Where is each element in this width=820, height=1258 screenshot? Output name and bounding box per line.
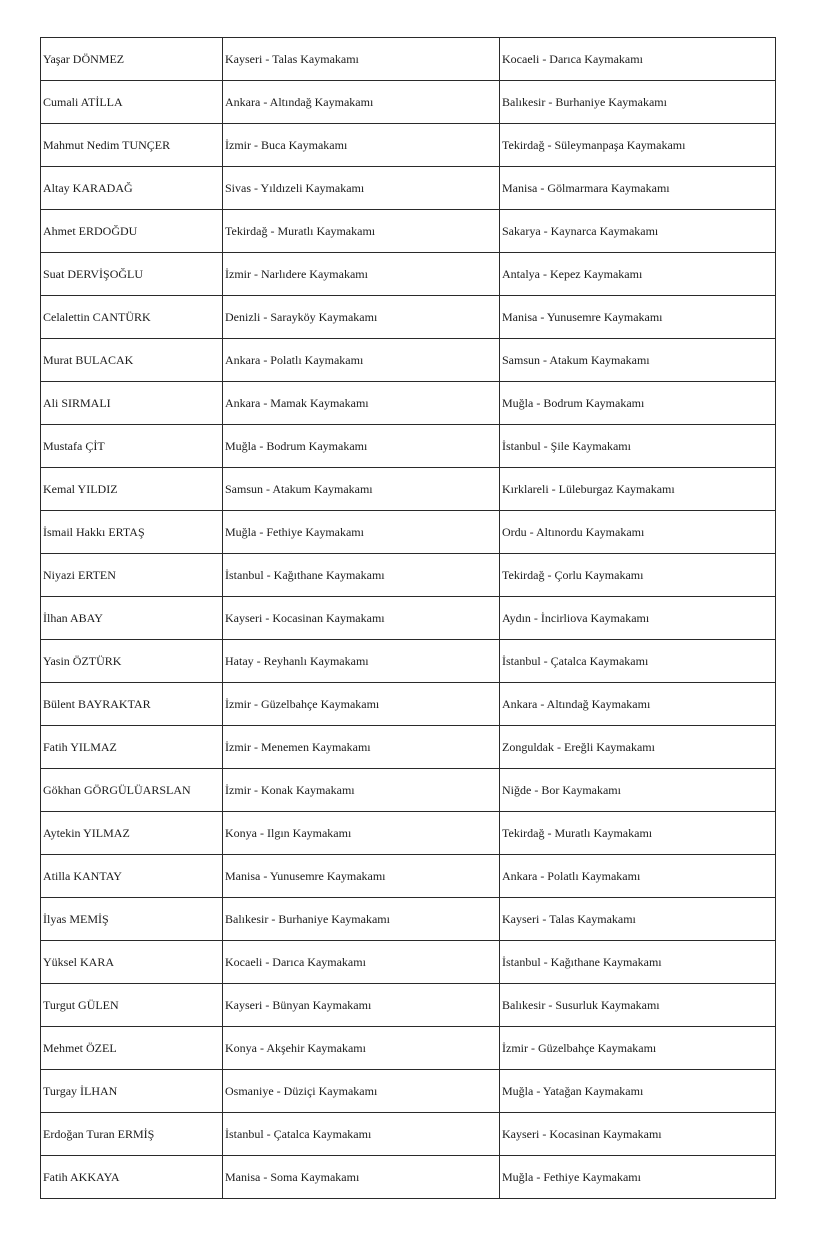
official-name-cell: Gökhan GÖRGÜLÜARSLAN bbox=[41, 769, 223, 812]
official-name-cell: Kemal YILDIZ bbox=[41, 468, 223, 511]
current-post-cell: Denizli - Sarayköy Kaymakamı bbox=[223, 296, 500, 339]
official-name-cell: Fatih AKKAYA bbox=[41, 1156, 223, 1199]
official-name-cell: Niyazi ERTEN bbox=[41, 554, 223, 597]
table-row bbox=[41, 296, 776, 339]
new-post-cell: İstanbul - Kağıthane Kaymakamı bbox=[500, 941, 776, 984]
new-post-cell: Sakarya - Kaynarca Kaymakamı bbox=[500, 210, 776, 253]
new-post-cell: Ankara - Altındağ Kaymakamı bbox=[500, 683, 776, 726]
official-name-cell: Bülent BAYRAKTAR bbox=[41, 683, 223, 726]
official-name-cell: Celalettin CANTÜRK bbox=[41, 296, 223, 339]
current-post-cell: Kocaeli - Darıca Kaymakamı bbox=[223, 941, 500, 984]
table-row bbox=[41, 683, 776, 726]
official-name-cell: Turgay İLHAN bbox=[41, 1070, 223, 1113]
official-name-cell: Cumali ATİLLA bbox=[41, 81, 223, 124]
new-post-cell: Balıkesir - Burhaniye Kaymakamı bbox=[500, 81, 776, 124]
table-row bbox=[41, 1156, 776, 1199]
current-post-cell: Osmaniye - Düziçi Kaymakamı bbox=[223, 1070, 500, 1113]
new-post-cell: Manisa - Yunusemre Kaymakamı bbox=[500, 296, 776, 339]
table-row bbox=[41, 640, 776, 683]
table-row bbox=[41, 124, 776, 167]
table-row bbox=[41, 597, 776, 640]
new-post-cell: Muğla - Bodrum Kaymakamı bbox=[500, 382, 776, 425]
official-name-cell: Fatih YILMAZ bbox=[41, 726, 223, 769]
official-name-cell: Turgut GÜLEN bbox=[41, 984, 223, 1027]
current-post-cell: Hatay - Reyhanlı Kaymakamı bbox=[223, 640, 500, 683]
table-row bbox=[41, 81, 776, 124]
table-row bbox=[41, 339, 776, 382]
table-row bbox=[41, 167, 776, 210]
new-post-cell: Tekirdağ - Çorlu Kaymakamı bbox=[500, 554, 776, 597]
new-post-cell: Kocaeli - Darıca Kaymakamı bbox=[500, 38, 776, 81]
new-post-cell: Zonguldak - Ereğli Kaymakamı bbox=[500, 726, 776, 769]
new-post-cell: İzmir - Güzelbahçe Kaymakamı bbox=[500, 1027, 776, 1070]
new-post-cell: Kayseri - Talas Kaymakamı bbox=[500, 898, 776, 941]
table-row bbox=[41, 769, 776, 812]
official-name-cell: Altay KARADAĞ bbox=[41, 167, 223, 210]
official-name-cell: İsmail Hakkı ERTAŞ bbox=[41, 511, 223, 554]
table-row bbox=[41, 425, 776, 468]
current-post-cell: Ankara - Mamak Kaymakamı bbox=[223, 382, 500, 425]
official-name-cell: Suat DERVİŞOĞLU bbox=[41, 253, 223, 296]
current-post-cell: Kayseri - Kocasinan Kaymakamı bbox=[223, 597, 500, 640]
new-post-cell: Ordu - Altınordu Kaymakamı bbox=[500, 511, 776, 554]
table-row bbox=[41, 726, 776, 769]
new-post-cell: Kayseri - Kocasinan Kaymakamı bbox=[500, 1113, 776, 1156]
current-post-cell: İstanbul - Kağıthane Kaymakamı bbox=[223, 554, 500, 597]
table-row bbox=[41, 382, 776, 425]
official-name-cell: İlyas MEMİŞ bbox=[41, 898, 223, 941]
new-post-cell: Muğla - Fethiye Kaymakamı bbox=[500, 1156, 776, 1199]
current-post-cell: Ankara - Polatlı Kaymakamı bbox=[223, 339, 500, 382]
table-row bbox=[41, 1113, 776, 1156]
appointments-table-body bbox=[41, 38, 776, 1199]
table-row bbox=[41, 511, 776, 554]
table-row bbox=[41, 855, 776, 898]
current-post-cell: İzmir - Buca Kaymakamı bbox=[223, 124, 500, 167]
current-post-cell: Samsun - Atakum Kaymakamı bbox=[223, 468, 500, 511]
new-post-cell: Samsun - Atakum Kaymakamı bbox=[500, 339, 776, 382]
table-row bbox=[41, 210, 776, 253]
new-post-cell: Ankara - Polatlı Kaymakamı bbox=[500, 855, 776, 898]
current-post-cell: Kayseri - Bünyan Kaymakamı bbox=[223, 984, 500, 1027]
current-post-cell: Tekirdağ - Muratlı Kaymakamı bbox=[223, 210, 500, 253]
table-row bbox=[41, 468, 776, 511]
current-post-cell: İzmir - Narlıdere Kaymakamı bbox=[223, 253, 500, 296]
table-row bbox=[41, 1027, 776, 1070]
appointments-table bbox=[40, 37, 776, 1199]
table-row bbox=[41, 253, 776, 296]
current-post-cell: İzmir - Güzelbahçe Kaymakamı bbox=[223, 683, 500, 726]
table-row bbox=[41, 941, 776, 984]
new-post-cell: Aydın - İncirliova Kaymakamı bbox=[500, 597, 776, 640]
table-row bbox=[41, 984, 776, 1027]
new-post-cell: Muğla - Yatağan Kaymakamı bbox=[500, 1070, 776, 1113]
current-post-cell: İstanbul - Çatalca Kaymakamı bbox=[223, 1113, 500, 1156]
official-name-cell: Erdoğan Turan ERMİŞ bbox=[41, 1113, 223, 1156]
new-post-cell: Niğde - Bor Kaymakamı bbox=[500, 769, 776, 812]
official-name-cell: Aytekin YILMAZ bbox=[41, 812, 223, 855]
official-name-cell: Yaşar DÖNMEZ bbox=[41, 38, 223, 81]
new-post-cell: Manisa - Gölmarmara Kaymakamı bbox=[500, 167, 776, 210]
current-post-cell: Kayseri - Talas Kaymakamı bbox=[223, 38, 500, 81]
official-name-cell: Yüksel KARA bbox=[41, 941, 223, 984]
current-post-cell: Ankara - Altındağ Kaymakamı bbox=[223, 81, 500, 124]
current-post-cell: Balıkesir - Burhaniye Kaymakamı bbox=[223, 898, 500, 941]
table-row bbox=[41, 1070, 776, 1113]
official-name-cell: Mahmut Nedim TUNÇER bbox=[41, 124, 223, 167]
current-post-cell: Sivas - Yıldızeli Kaymakamı bbox=[223, 167, 500, 210]
new-post-cell: Tekirdağ - Süleymanpaşa Kaymakamı bbox=[500, 124, 776, 167]
current-post-cell: Muğla - Fethiye Kaymakamı bbox=[223, 511, 500, 554]
current-post-cell: İzmir - Konak Kaymakamı bbox=[223, 769, 500, 812]
current-post-cell: Muğla - Bodrum Kaymakamı bbox=[223, 425, 500, 468]
official-name-cell: Ahmet ERDOĞDU bbox=[41, 210, 223, 253]
current-post-cell: İzmir - Menemen Kaymakamı bbox=[223, 726, 500, 769]
table-row bbox=[41, 38, 776, 81]
table-row bbox=[41, 898, 776, 941]
table-row bbox=[41, 554, 776, 597]
current-post-cell: Manisa - Soma Kaymakamı bbox=[223, 1156, 500, 1199]
official-name-cell: İlhan ABAY bbox=[41, 597, 223, 640]
new-post-cell: Balıkesir - Susurluk Kaymakamı bbox=[500, 984, 776, 1027]
official-name-cell: Murat BULACAK bbox=[41, 339, 223, 382]
current-post-cell: Konya - Ilgın Kaymakamı bbox=[223, 812, 500, 855]
table-row bbox=[41, 812, 776, 855]
official-name-cell: Mehmet ÖZEL bbox=[41, 1027, 223, 1070]
official-name-cell: Ali SIRMALI bbox=[41, 382, 223, 425]
new-post-cell: Tekirdağ - Muratlı Kaymakamı bbox=[500, 812, 776, 855]
current-post-cell: Konya - Akşehir Kaymakamı bbox=[223, 1027, 500, 1070]
new-post-cell: Antalya - Kepez Kaymakamı bbox=[500, 253, 776, 296]
new-post-cell: İstanbul - Çatalca Kaymakamı bbox=[500, 640, 776, 683]
official-name-cell: Atilla KANTAY bbox=[41, 855, 223, 898]
official-name-cell: Yasin ÖZTÜRK bbox=[41, 640, 223, 683]
new-post-cell: İstanbul - Şile Kaymakamı bbox=[500, 425, 776, 468]
new-post-cell: Kırklareli - Lüleburgaz Kaymakamı bbox=[500, 468, 776, 511]
official-name-cell: Mustafa ÇİT bbox=[41, 425, 223, 468]
current-post-cell: Manisa - Yunusemre Kaymakamı bbox=[223, 855, 500, 898]
